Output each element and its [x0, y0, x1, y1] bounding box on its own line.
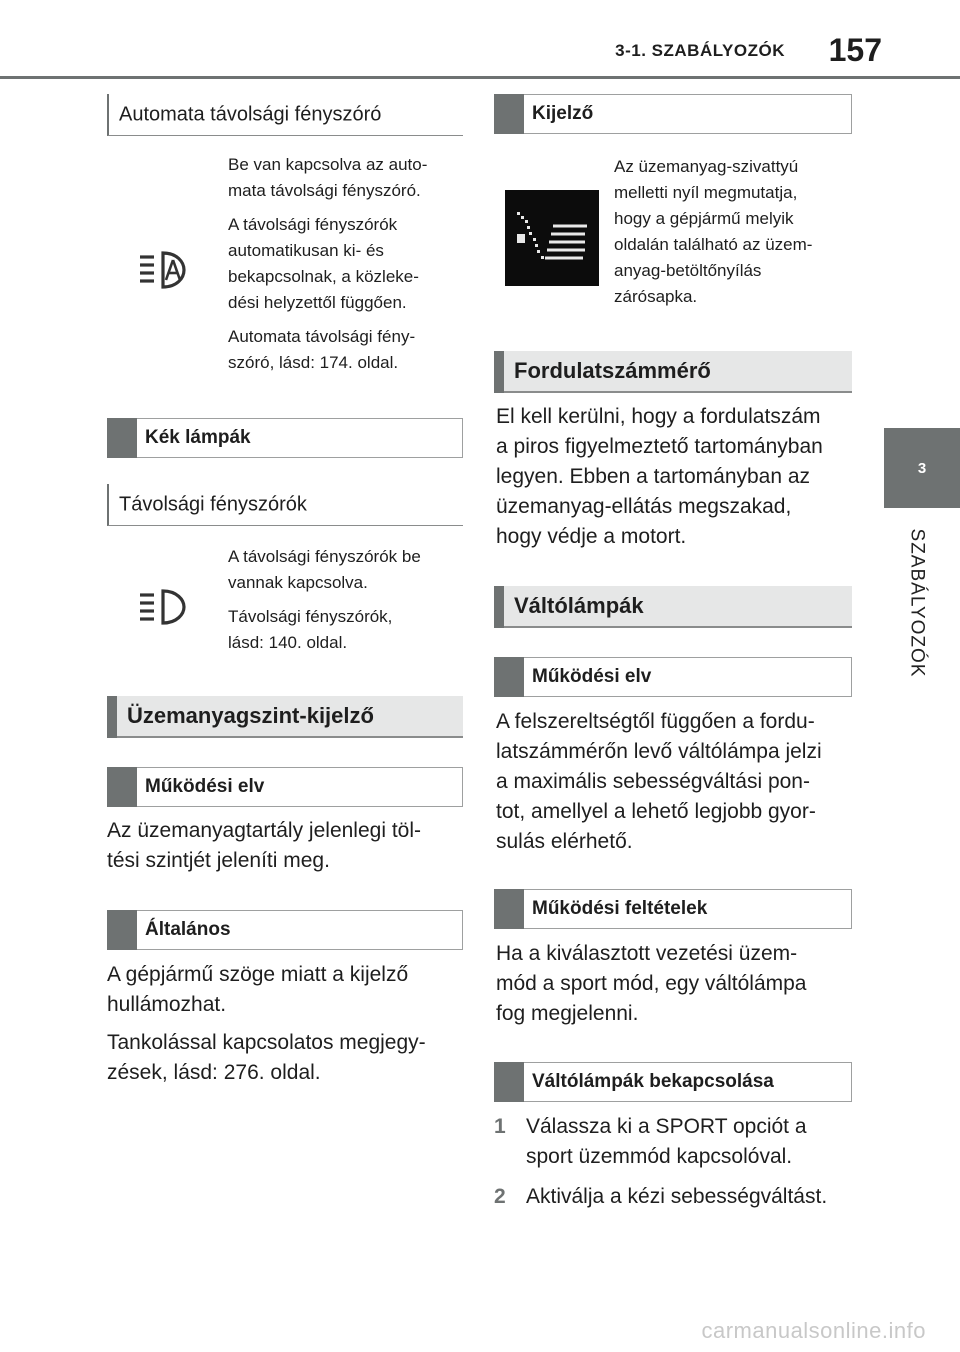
step-number: 2 [494, 1185, 506, 1208]
box-marker [107, 910, 137, 950]
high-beam-text-1: A távolsági fényszórók be vannak kapcsolva. [228, 547, 421, 592]
high-beam-heading-text: Távolsági fényszórók [119, 493, 307, 515]
fuel-gauge-principle-paragraph: Az üzemanyagtartály jelenlegi töl- tési szintjét jeleníti meg. [107, 819, 421, 872]
chapter-side-label [896, 518, 936, 688]
chapter-number: 3 [917, 459, 927, 477]
box-marker [494, 889, 524, 929]
section-marker [494, 586, 504, 628]
tachometer-section [494, 351, 852, 393]
step-item [494, 1112, 856, 1172]
box-marker [494, 657, 524, 697]
section-marker [494, 351, 504, 393]
display-title: Kijelző [532, 103, 594, 124]
step-text: Aktiválja a kézi sebességváltást. [526, 1185, 828, 1208]
general-title: Általános [145, 919, 231, 940]
shift-lights-section [494, 586, 852, 628]
step-item [494, 1182, 856, 1212]
display-text: Az üzemanyag-szivattyú melletti nyíl megmutatja, hogy a gépjármű melyik oldalán található az üzem- anyag-betöltőnyílás zárósapka. [614, 157, 813, 306]
conditions-box [494, 889, 852, 929]
tachometer-title: Fordulatszámmérő [514, 358, 711, 383]
blue-lamps-box [107, 418, 463, 458]
conditions-title: Működési feltételek [532, 898, 708, 919]
display-description [614, 154, 856, 318]
general-text [107, 960, 467, 1088]
high-beam-text-2: Távolsági fényszórók, lásd: 140. oldal. [228, 607, 393, 652]
high-beam-heading [107, 484, 463, 526]
display-box [494, 94, 852, 134]
chapter-tab[interactable] [884, 428, 960, 508]
activation-box [494, 1062, 852, 1102]
box-marker [494, 94, 524, 134]
step-number: 1 [494, 1115, 506, 1138]
section-title: 3-1. SZABÁLYOZÓK [615, 41, 785, 60]
high-beam-icon [137, 588, 189, 628]
right-principle-text [496, 707, 856, 857]
auto-high-beam-text-3: Automata távolsági fény- szóró, lásd: 174. oldal. [228, 327, 416, 372]
shift-lights-principle-paragraph: A felszereltségtől függően a fordu- latszámmérőn levő váltólámpa jelzi a maximális sebességváltási pon- tot, amellyel a lehető legjobb gyor- sulás elérhető. [496, 710, 822, 853]
left-principle-box [107, 767, 463, 807]
auto-high-beam-text-1: Be van kapcsolva az auto- mata távolsági fényszóró. [228, 155, 428, 200]
watermark: carmanualsonline.info [701, 1318, 926, 1343]
chapter-title: SZABÁLYOZÓK [906, 528, 927, 678]
header-rule [0, 76, 960, 79]
section-marker [107, 696, 117, 738]
conditions-paragraph: Ha a kiválasztott vezetési üzem- mód a sport mód, egy váltólámpa fog megjelenni. [496, 942, 807, 1025]
fuel-gauge-title: Üzemanyagszint-kijelző [127, 703, 374, 728]
step-text: Válassza ki a SPORT opciót a sport üzemmód kapcsolóval. [526, 1115, 807, 1168]
tachometer-paragraph: El kell kerülni, hogy a fordulatszám a piros figyelmeztető tartományban legyen. Ebben a tartományban az üzemanyag-ellátás megszakad, hogy védje a motort. [496, 405, 823, 548]
high-beam-description [228, 544, 468, 664]
general-box [107, 910, 463, 950]
general-paragraph-1: A gépjármű szöge miatt a kijelző hullámozhat. [107, 963, 409, 1016]
fuel-gauge-section [107, 696, 463, 738]
right-principle-box [494, 657, 852, 697]
box-marker [107, 418, 137, 458]
tachometer-text [496, 402, 856, 552]
box-marker [107, 767, 137, 807]
left-principle-text [107, 816, 467, 876]
general-paragraph-2: Tankolással kapcsolatos megjegy- zések, lásd: 276. oldal. [107, 1031, 426, 1084]
activation-steps [494, 1112, 856, 1222]
auto-high-beam-description [228, 152, 468, 384]
left-principle-title: Működési elv [145, 776, 265, 797]
shift-lights-title: Váltólámpák [514, 593, 644, 618]
conditions-text [496, 939, 856, 1029]
activation-title: Váltólámpák bekapcsolása [532, 1071, 774, 1092]
box-marker [494, 1062, 524, 1102]
auto-high-beam-icon [137, 248, 189, 292]
blue-lamps-title: Kék lámpák [145, 427, 251, 448]
auto-high-beam-text-2: A távolsági fényszórók automatikusan ki- és bekapcsolnak, a közleke- dési helyzettől függően. [228, 215, 419, 312]
auto-high-beam-heading-text: Automata távolsági fényszóró [119, 103, 382, 125]
auto-high-beam-heading [107, 94, 463, 136]
page-number: 157 [828, 32, 882, 68]
fuel-gauge-display-image [505, 190, 599, 286]
right-principle-title: Működési elv [532, 666, 652, 687]
